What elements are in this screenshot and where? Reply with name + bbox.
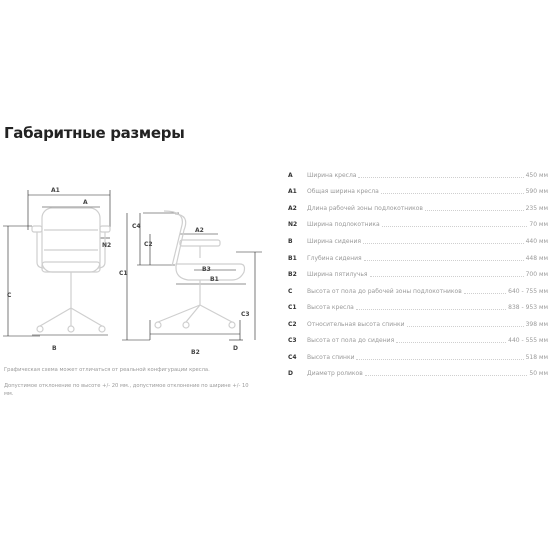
label-B3: B3 (202, 266, 211, 273)
leader-dots (365, 371, 528, 376)
spec-code: C3 (288, 337, 297, 345)
spec-row (288, 366, 548, 383)
label-N2: N2 (102, 242, 112, 249)
spec-value: 640 - 755 мм (508, 287, 548, 295)
spec-code: B2 (288, 271, 297, 279)
chair-dimensions-diagram (0, 170, 285, 355)
spec-row (288, 332, 548, 349)
disclaimer-note: Графическая схема может отличаться от реальной конфигурации кресла. (4, 367, 210, 373)
dimensions-table (288, 167, 548, 382)
label-B: B (52, 345, 57, 352)
leader-dots (370, 272, 524, 277)
spec-row (288, 299, 548, 316)
spec-label: Высота от пола до сидения (307, 337, 395, 345)
spec-code: C1 (288, 304, 297, 312)
label-B2: B2 (191, 349, 200, 355)
spec-row (288, 184, 548, 201)
spec-code: C (288, 287, 293, 295)
spec-row (288, 283, 548, 300)
leader-dots (407, 322, 524, 327)
spec-value: 440 - 555 мм (508, 337, 548, 345)
spec-row (288, 217, 548, 234)
label-D: D (233, 345, 238, 352)
spec-code: B1 (288, 254, 297, 262)
spec-label: Высота кресла (307, 304, 354, 312)
tolerance-note: Допустимое отклонение по высоте +/- 20 мм., допустимое отклонение по ширине +/- 10 мм. (4, 383, 249, 397)
leader-dots (358, 173, 523, 178)
spec-label: Ширина подлокотника (307, 221, 380, 229)
spec-code: N2 (288, 221, 298, 229)
spec-row (288, 233, 548, 250)
label-C4: C4 (132, 223, 141, 230)
spec-code: A (288, 171, 293, 179)
label-C: C (7, 292, 12, 299)
label-A: A (83, 199, 88, 206)
spec-row (288, 266, 548, 283)
chair-front-view (32, 208, 110, 332)
spec-code: A1 (288, 188, 297, 196)
leader-dots (356, 305, 506, 310)
spec-label: Длина рабочей зоны подлокотников (307, 204, 423, 212)
spec-label: Глубина сидения (307, 254, 362, 262)
spec-row (288, 167, 548, 184)
spec-value: 235 мм (525, 204, 548, 212)
spec-value: 398 мм (525, 320, 548, 328)
spec-code: C4 (288, 353, 297, 361)
spec-code: B (288, 237, 293, 245)
label-A2: A2 (195, 227, 204, 234)
page-title: Габаритные размеры (4, 124, 185, 142)
spec-label: Относительная высота спинки (307, 320, 405, 328)
spec-value: 440 мм (525, 237, 548, 245)
spec-label: Ширина пятилучья (307, 271, 368, 279)
spec-code: D (288, 370, 293, 378)
spec-row (288, 250, 548, 267)
spec-value: 838 - 953 мм (508, 304, 548, 312)
spec-label: Высота спинки (307, 353, 355, 361)
label-C1: C1 (119, 270, 128, 277)
leader-dots (356, 355, 523, 360)
label-B1: B1 (210, 276, 219, 283)
spec-code: C2 (288, 320, 297, 328)
spec-value: 70 мм (529, 221, 548, 229)
spec-row (288, 200, 548, 217)
leader-dots (396, 338, 506, 343)
spec-row (288, 316, 548, 333)
spec-value: 50 мм (529, 370, 548, 378)
leader-dots (363, 239, 524, 244)
label-C3: C3 (241, 311, 250, 318)
spec-value: 518 мм (525, 353, 548, 361)
spec-value: 450 мм (525, 171, 548, 179)
spec-value: 590 мм (525, 188, 548, 196)
spec-label: Диаметр роликов (307, 370, 363, 378)
spec-value: 700 мм (525, 271, 548, 279)
leader-dots (381, 189, 524, 194)
spec-code: A2 (288, 204, 297, 212)
leader-dots (425, 206, 524, 211)
spec-label: Ширина сидения (307, 237, 361, 245)
leader-dots (464, 289, 506, 294)
spec-value: 448 мм (525, 254, 548, 262)
spec-label: Ширина кресла (307, 171, 357, 179)
spec-label: Высота от пола до рабочей зоны подлокотников (307, 287, 462, 295)
leader-dots (382, 222, 528, 227)
label-C2: C2 (144, 241, 153, 248)
leader-dots (364, 256, 524, 261)
spec-label: Общая ширина кресла (307, 188, 379, 196)
label-A1: A1 (51, 187, 60, 194)
spec-row (288, 349, 548, 366)
